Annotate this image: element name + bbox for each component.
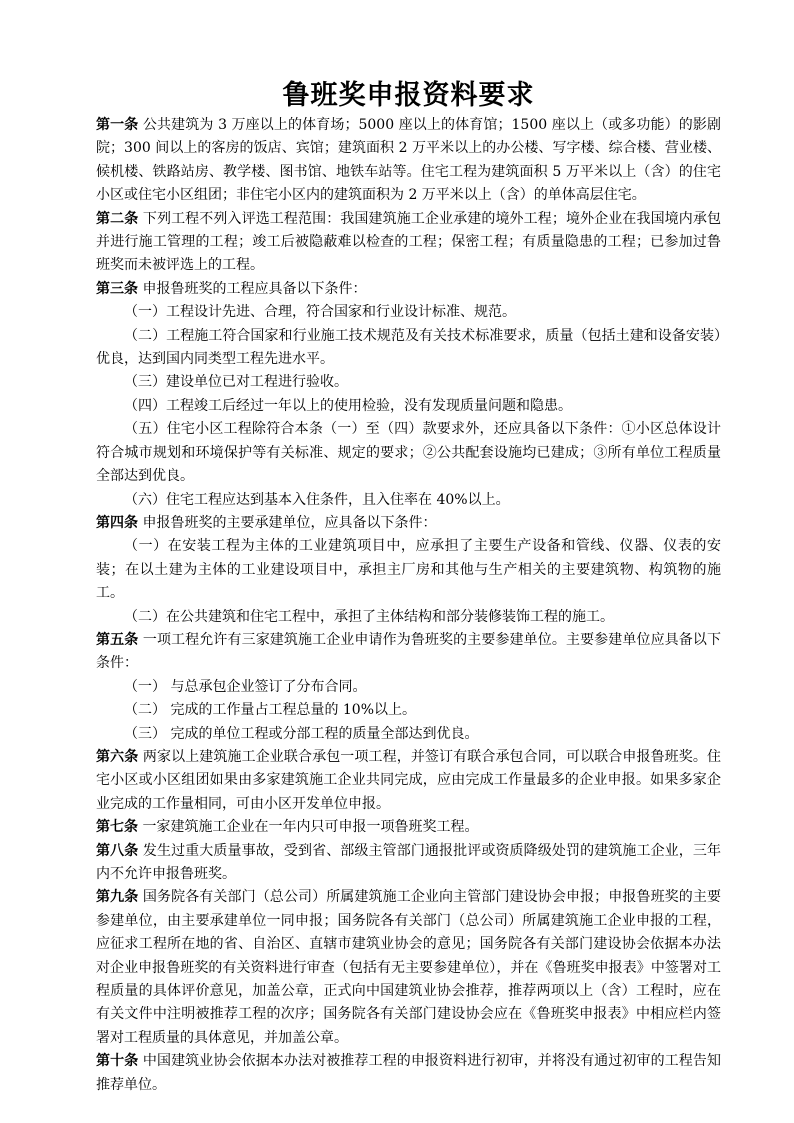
article-paragraph [96,114,721,208]
article-paragraph [96,278,721,301]
document-page [96,78,721,1097]
article-paragraph [96,512,721,535]
clause-item: （四）工程竣工后经过一年以上的使用检验，没有发现质量问题和隐患。 [124,397,572,414]
article-text: 中国建筑业协会依据本办法对被推荐工程的申报资料进行初审，并将没有通过初审的工程告知推荐单位。 [96,1053,721,1093]
clause-item: （二）在公共建筑和住宅工程中，承担了主体结构和部分装修装饰工程的施工。 [124,608,614,625]
article-text: 两家以上建筑施工企业联合承包一项工程，并签订有联合承包合同，可以联合申报鲁班奖。住宅小区或小区组团如果由多家建筑施工企业共同完成，应由完成工作量最多的企业申报。如果多家企业完成的工作量相同，可由小区开发单位申报。 [96,748,721,812]
article-text: 下列工程不列入评选工程范围：我国建筑施工企业承建的境外工程；境外企业在我国境内承包并进行施工管理的工程；竣工后被隐蔽难以检查的工程；保密工程；有质量隐患的工程；已参加过鲁班奖而未被评选上的工程。 [96,210,721,274]
article-label: 第六条 [96,748,139,765]
article-paragraph [96,840,721,887]
article-label: 第十条 [96,1053,139,1070]
document-body [96,114,721,1097]
clause-item: （一）在安装工程为主体的工业建筑项目中，应承担了主要生产设备和管线、仪器、仪表的安装；在以土建为主体的工业建设项目中，承担主厂房和其他与生产相关的主要建筑物、构筑物的施工。 [96,538,721,602]
article-text: 一项工程允许有三家建筑施工企业申请作为鲁班奖的主要参建单位。主要参建单位应具备以下条件： [96,631,721,672]
article-paragraph [96,208,721,278]
article-paragraph [96,629,721,676]
clause-item: （五）住宅小区工程除符合本条（一）至（四）款要求外，还应具备以下条件：①小区总体设计符合城市规划和环境保护等有关标准、规定的要求；②公共配套设施均已建成；③所有单位工程质量全部达到优良。 [96,421,721,485]
clause-item: （二） 完成的工作量占工程总量的 10%以上。 [124,702,417,719]
clause-item: （六）住宅工程应达到基本入住条件，且入住率在 40%以上。 [124,491,510,508]
article-text: 发生过重大质量事故，受到省、部级主管部门通报批评或资质降级处罚的建筑施工企业，三年内不允许申报鲁班奖。 [96,842,721,882]
article-label: 第三条 [96,280,138,297]
article-label: 第一条 [96,117,139,133]
document-title: 鲁班奖申报资料要求 [282,80,535,111]
article-paragraph [96,816,721,839]
article-label: 第二条 [96,210,139,227]
article-paragraph [96,886,721,1050]
article-text: 公共建筑为 3 万座以上的体育场；5000 座以上的体育馆；1500 座以上（或多功能）的影剧院；300 间以上的客房的饭店、宾馆；建筑面积 2 万平米以上的办公楼、写字楼、综合楼、营业楼、候机楼、铁路站房、教学楼、图书馆、地铁车站等。住宅工程为建筑面积 5 万平米以上（含）的住宅小区或住宅小区组团；非住宅小区内的建筑面积为 2 万平米以上（含）的单体高层住宅。 [96,117,721,204]
article-text: 申报鲁班奖的主要承建单位，应具备以下条件： [138,514,437,531]
clause-item: （三） 完成的单位工程或分部工程的质量全部达到优良。 [124,725,479,742]
article-label: 第八条 [96,842,139,859]
article-text: 国务院各有关部门（总公司）所属建筑施工企业向主管部门建设协会申报；申报鲁班奖的主要参建单位，由主要承建单位一同申报；国务院各有关部门（总公司）所属建筑施工企业申报的工程，应征求工程所在地的省、自治区、直辖市建筑业协会的意见；国务院各有关部门建设协会依据本办法对企业申报鲁班奖的有关资料进行审查（包括有无主要参建单位），并在《鲁班奖申报表》中签署对工程质量的具体评价意见，加盖公章，正式向中国建筑业协会推荐，推荐两项以上（含）工程时，应在有关文件中注明被推荐工程的次序；国务院各有关部门建设协会应在《鲁班奖申报表》中相应栏内签署对工程质量的具体意见，并加盖公章。 [96,889,721,1046]
clause-item: （二）工程施工符合国家和行业施工技术规范及有关技术标准要求，质量（包括土建和设备安装）优良，达到国内同类型工程先进水平。 [96,327,721,368]
article-paragraph [96,1050,721,1097]
article-label: 第五条 [96,631,139,648]
clause-item: （一） 与总承包企业签订了分布合同。 [124,678,367,695]
clause-item: （一）工程设计先进、合理，符合国家和行业设计标准、规范。 [124,304,516,321]
article-text: 申报鲁班奖的工程应具备以下条件： [138,280,367,297]
article-paragraph [96,746,721,816]
clause-item: （三）建设单位已对工程进行验收。 [124,374,348,391]
article-label: 第七条 [96,819,138,836]
article-label: 第九条 [96,889,139,906]
article-label: 第四条 [96,514,138,531]
article-text: 一家建筑施工企业在一年内只可申报一项鲁班奖工程。 [138,819,479,836]
